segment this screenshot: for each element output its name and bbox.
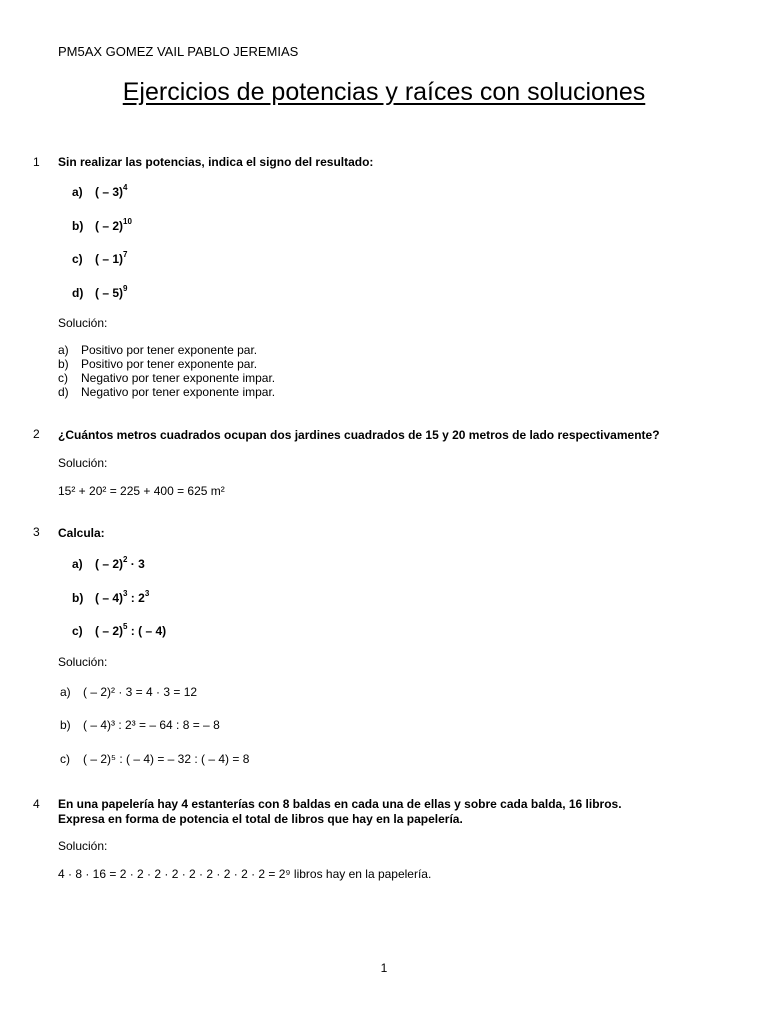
answer-label: b) [60,718,71,732]
answer-text: Negativo por tener exponente impar. [81,371,276,385]
option-label: c) [72,624,83,638]
option-exponent: 7 [123,250,128,259]
answer-item [58,343,275,357]
option-base: ( – 2) [95,557,124,571]
option-base: ( – 2) [95,219,124,233]
option-rest: : 2 [127,591,145,605]
exercise-4-answer: 4 · 8 · 16 = 2 · 2 · 2 · 2 · 2 · 2 · 2 · 2 · 2 = 2⁹ libros hay en la papelería. [58,867,432,881]
page-title: Ejercicios de potencias y raíces con soluciones [122,78,646,106]
exercise-1-number: 1 [33,155,40,169]
option-label: a) [72,185,83,199]
option-base: ( – 5) [95,286,124,300]
exercise-1-option-b [72,218,132,233]
exercise-3-option-c [72,623,166,638]
option-base: ( – 4) [95,591,124,605]
option-exponent: 5 [123,622,128,631]
exercise-4-question-line-1: En una papelería hay 4 estanterías con 8 baldas en cada una de ellas y sobre cada balda, 16 libros. [58,797,622,811]
exercise-4-number: 4 [33,797,40,811]
exercise-3-option-b [72,590,149,605]
option-label: b) [72,219,84,233]
exercise-3-answer-b [60,718,220,732]
answer-text: ( – 2)² · 3 = 4 · 3 = 12 [83,685,198,699]
option-exponent: 9 [123,284,128,293]
exercise-3-number: 3 [33,525,40,539]
option-label: d) [72,286,84,300]
option-exponent: 10 [123,217,132,226]
answer-label: c) [58,371,68,385]
answer-text: Negativo por tener exponente impar. [81,385,276,399]
answer-label: b) [58,357,69,371]
option-exponent: 4 [123,183,128,192]
answer-label: c) [60,752,70,766]
exercise-1-answers [58,343,275,399]
exercise-4-solution-label: Solución: [58,839,108,853]
option-rest: · 3 [127,557,145,571]
option-base: ( – 3) [95,185,124,199]
exercise-1-option-d [72,285,127,300]
answer-text: Positivo por tener exponente par. [81,343,258,357]
exercise-4-question-line-2: Expresa en forma de potencia el total de libros que hay en la papelería. [58,812,463,826]
option-base: ( – 2) [95,624,124,638]
page-number: 1 [380,961,388,975]
exercise-1-solution-label: Solución: [58,316,108,330]
option-label: a) [72,557,83,571]
option-label: c) [72,252,83,266]
option-exponent-2: 3 [144,589,150,598]
exercise-2-solution-label: Solución: [58,456,108,470]
exercise-1-question: Sin realizar las potencias, indica el signo del resultado: [58,155,374,169]
exercise-2-number: 2 [33,427,40,441]
exercise-2-question: ¿Cuántos metros cuadrados ocupan dos jardines cuadrados de 15 y 20 metros de lado respectivamente? [58,428,660,442]
option-rest: : ( – 4) [127,624,167,638]
exercise-3-solution-label: Solución: [58,655,108,669]
answer-item [58,371,275,385]
exercise-3-answer-c [60,752,249,766]
option-exponent: 2 [123,555,128,564]
option-label: b) [72,591,84,605]
option-exponent: 3 [123,589,128,598]
exercise-3-option-a [72,556,145,571]
option-base: ( – 1) [95,252,124,266]
exercise-3-question: Calcula: [58,526,105,540]
exercise-2-answer: 15² + 20² = 225 + 400 = 625 m² [58,484,225,498]
exercise-1-option-a [72,184,127,199]
answer-item [58,357,275,371]
exercise-3-answer-a [60,685,197,699]
answer-label: a) [60,685,71,699]
answer-text: ( – 4)³ : 2³ = – 64 : 8 = – 8 [83,718,220,732]
document-header: PM5AX GOMEZ VAIL PABLO JEREMIAS [58,44,299,59]
exercise-1-option-c [72,251,127,266]
answer-label: a) [58,343,69,357]
answer-item [58,385,275,399]
answer-text: ( – 2)⁵ : ( – 4) = – 32 : ( – 4) = 8 [83,752,250,766]
answer-label: d) [58,385,69,399]
answer-text: Positivo por tener exponente par. [81,357,258,371]
